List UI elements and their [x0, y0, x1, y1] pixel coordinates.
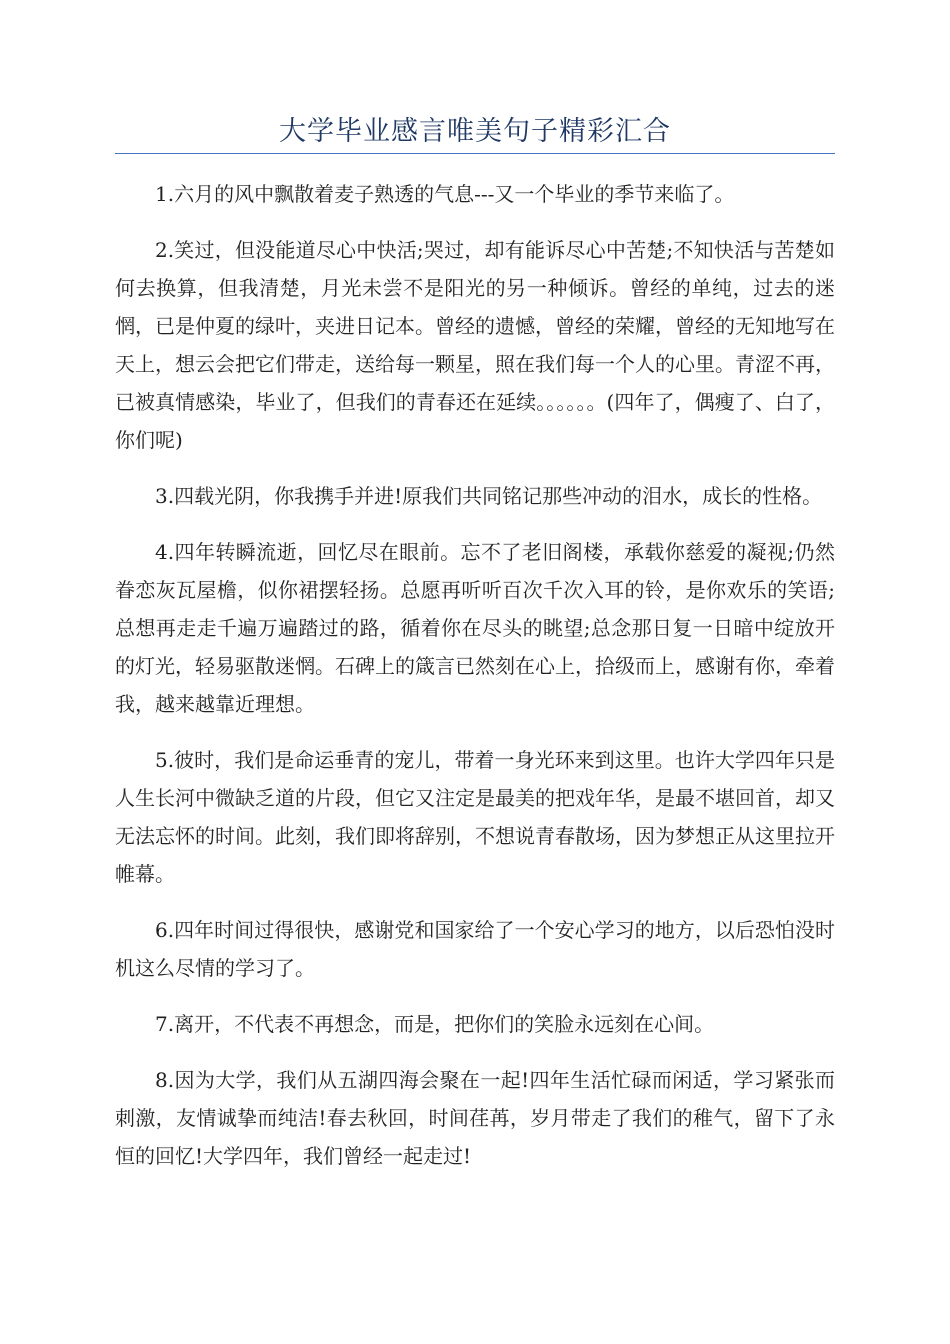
paragraph-4: 4.四年转瞬流逝，回忆尽在眼前。忘不了老旧阁楼，承载你慈爱的凝视;仍然眷恋灰瓦屋檐，似你裙摆轻扬。总愿再听听百次千次入耳的铃，是你欢乐的笑语;总想再走走千遍万遍踏过的路，循着你在尽头的眺望;总念那日复一日暗中绽放开的灯光，轻易驱散迷惘。石碑上的箴言已然刻在心上，拾级而上，感谢有你，牵着我，越来越靠近理想。	[115, 540, 835, 716]
paragraph-7: 7.离开，不代表不再想念，而是，把你们的笑脸永远刻在心间。	[155, 1012, 715, 1036]
paragraph-2: 2.笑过，但没能道尽心中快活;哭过，却有能诉尽心中苦楚;不知快活与苦楚如何去换算，但我清楚，月光未尝不是阳光的另一种倾诉。曾经的单纯，过去的迷惘，已是仲夏的绿叶，夹进日记本。曾经的遗憾，曾经的荣耀，曾经的无知地写在天上，想云会把它们带走，送给每一颗星，照在我们每一个人的心里。青涩不再，已被真情感染，毕业了，但我们的青春还在延续。。。。。。(四年了，偶瘦了、白了，你们呢)	[115, 238, 835, 452]
paragraph-8: 8.因为大学，我们从五湖四海会聚在一起!四年生活忙碌而闲适，学习紧张而刺激，友情诚挚而纯洁!春去秋回，时间荏苒，岁月带走了我们的稚气，留下了永恒的回忆!大学四年，我们曾经一起走过!	[115, 1068, 835, 1168]
paragraph-6: 6.四年时间过得很快，感谢党和国家给了一个安心学习的地方，以后恐怕没时机这么尽情的学习了。	[115, 918, 835, 980]
document-body	[115, 175, 835, 1193]
title-underline	[115, 153, 835, 154]
paragraph-1: 1.六月的风中飘散着麦子熟透的气息---又一个毕业的季节来临了。	[155, 182, 735, 206]
document-title: 大学毕业感言唯美句子精彩汇合	[279, 116, 671, 147]
paragraph-5: 5.彼时，我们是命运垂青的宠儿，带着一身光环来到这里。也许大学四年只是人生长河中微缺乏道的片段，但它又注定是最美的把戏年华，是最不堪回首，却又无法忘怀的时间。此刻，我们即将辞别，不想说青春散场，因为梦想正从这里拉开帷幕。	[115, 748, 835, 886]
paragraph-3: 3.四载光阴，你我携手并进!原我们共同铭记那些冲动的泪水，成长的性格。	[155, 484, 823, 508]
